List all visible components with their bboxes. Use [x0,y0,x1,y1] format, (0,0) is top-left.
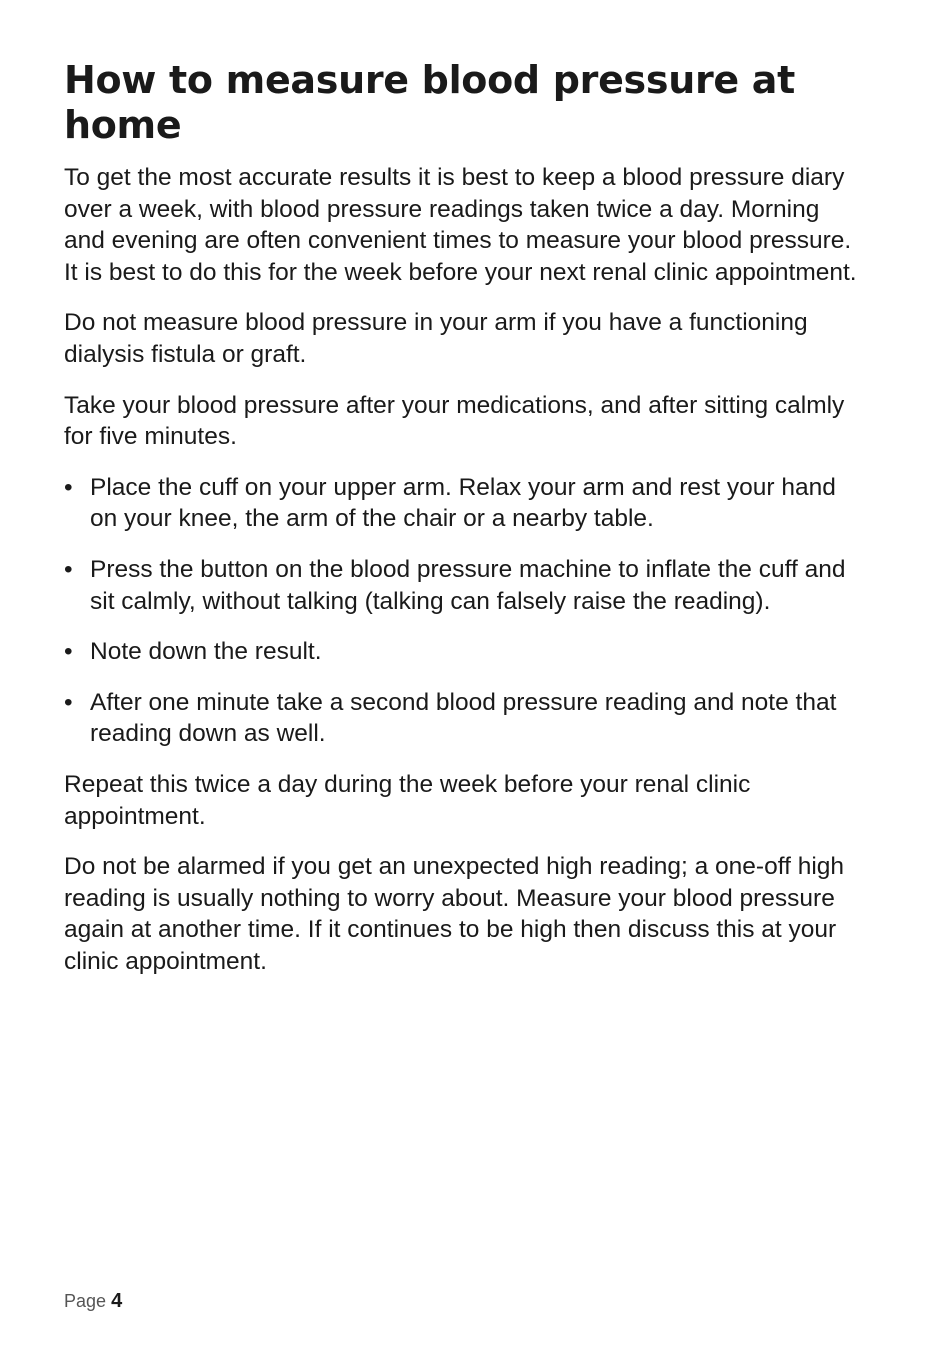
page-number: 4 [111,1290,123,1312]
fistula-warning-paragraph: Do not measure blood pressure in your arm if you have a functioning dialysis fistula or graft. [64,309,808,368]
list-item-text: Note down the result. [90,638,322,666]
list-item [64,472,864,535]
list-item-text: Place the cuff on your upper arm. Relax your arm and rest your hand on your knee, the arm of the chair or a nearby table. [90,473,836,533]
repeat-paragraph: Repeat this twice a day during the week before your renal clinic appointment. [64,770,751,830]
document-page [64,58,864,996]
list-item [64,687,864,750]
page-number-footer [64,1290,122,1313]
bullet-icon: • [64,473,73,501]
list-item [64,554,864,617]
timing-paragraph: Take your blood pressure after your medications, and after sitting calmly for five minutes. [64,391,845,451]
list-item-text: After one minute take a second blood pressure reading and note that reading down as well. [90,688,837,748]
bullet-icon: • [64,688,73,716]
page-title: How to measure blood pressure at home [64,58,795,147]
page-label: Page [64,1291,107,1311]
list-item-text: Press the button on the blood pressure machine to inflate the cuff and sit calmly, without talking (talking can falsely raise the reading). [90,555,846,615]
alarm-paragraph: Do not be alarmed if you get an unexpected high reading; a one-off high reading is usually nothing to worry about. Measure your blood pressure again at another time. If it continues to be high then discuss this at your clinic appointment. [64,853,845,975]
steps-list [64,472,864,750]
list-item [64,636,864,668]
bullet-icon: • [64,638,73,666]
intro-paragraph: To get the most accurate results it is best to keep a blood pressure diary over a week, with blood pressure readings taken twice a day. Morning and evening are often convenient times to measure your blood pressure. It is best to do this for the week before your next renal clinic appointment. [64,164,857,286]
bullet-icon: • [64,555,73,583]
